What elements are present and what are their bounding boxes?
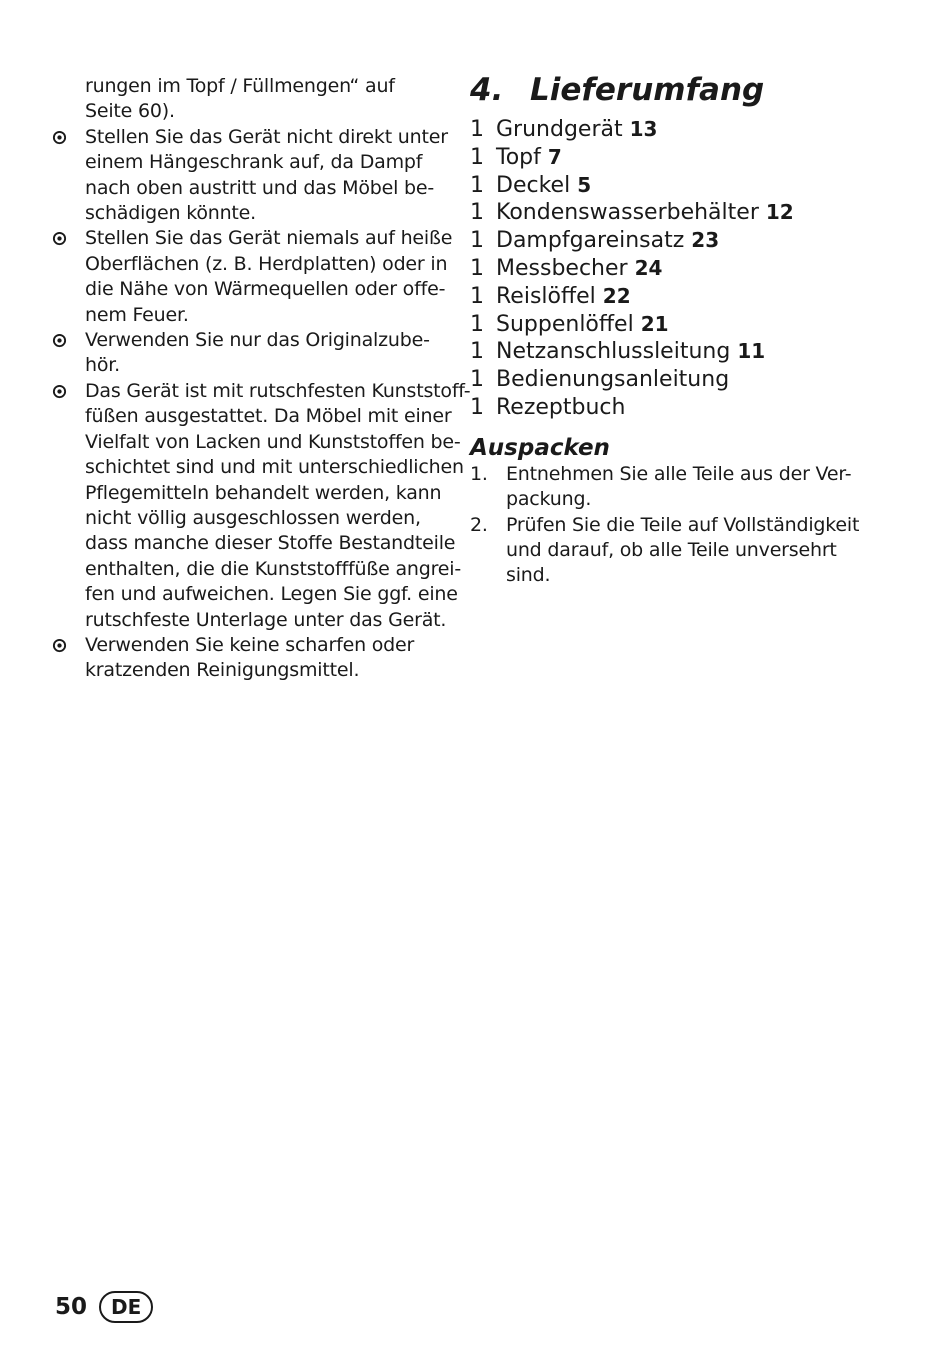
item-reference: 12 <box>765 200 794 225</box>
left-column <box>52 74 471 684</box>
continued-text <box>52 74 447 125</box>
item-name: Kondenswasserbehälter <box>496 200 759 226</box>
list-item <box>470 199 870 227</box>
bullet-target-icon <box>52 638 67 653</box>
unpacking-step <box>470 462 870 513</box>
bullet-text-line: dass manche dieser Stoffe Bestandteile <box>85 532 456 555</box>
bullet-text-line: Oberflächen (z. B. Herdplatten) oder in <box>85 252 448 275</box>
item-quantity: 1 <box>470 367 484 393</box>
item-name: Reislöffel <box>496 283 596 309</box>
item-name: Deckel <box>496 172 571 198</box>
bullet-text-line: Pflegemitteln behandelt werden, kann <box>85 481 442 504</box>
item-name: Suppenlöffel <box>496 311 634 337</box>
bullet-text-line: enthalten, die die Kunststofffüße angrei- <box>85 557 462 580</box>
step-number: 1. <box>470 462 488 485</box>
list-item <box>470 311 870 339</box>
safety-bullet <box>52 633 447 684</box>
bullet-text-line: schichtet sind und mit unterschiedlichen <box>85 456 464 479</box>
safety-bullet <box>52 328 447 379</box>
item-reference: 11 <box>737 339 766 364</box>
list-item <box>470 283 870 311</box>
item-name: Topf <box>496 144 541 170</box>
bullet-text-line: kratzenden Reinigungsmittel. <box>85 659 360 682</box>
section-heading <box>470 70 870 110</box>
list-item <box>470 172 870 200</box>
item-name: Netzanschlussleitung <box>496 339 731 365</box>
bullet-text-line: füßen ausgestattet. Da Möbel mit einer <box>85 405 452 428</box>
item-reference: 21 <box>640 311 669 336</box>
continued-text-line: Seite 60). <box>85 100 175 123</box>
bullet-text-line: Verwenden Sie keine scharfen oder <box>85 633 415 656</box>
item-reference: 22 <box>602 283 631 308</box>
bullet-text-line: nicht völlig ausgeschlossen werden, <box>85 506 421 529</box>
item-quantity: 1 <box>470 200 484 226</box>
section-number: 4. <box>470 72 504 108</box>
item-quantity: 1 <box>470 255 484 281</box>
bullet-text-line: fen und aufweichen. Legen Sie ggf. eine <box>85 583 458 606</box>
right-column <box>470 70 870 589</box>
list-item <box>470 366 870 394</box>
bullet-text-line: die Nähe von Wärmequellen oder offe- <box>85 278 446 301</box>
bullet-text-line: nach oben austritt und das Möbel be- <box>85 176 435 199</box>
item-reference: 7 <box>547 144 562 169</box>
step-text-line: Entnehmen Sie alle Teile aus der Ver- <box>506 462 852 485</box>
list-item <box>470 394 870 422</box>
bullet-text-line: Stellen Sie das Gerät nicht direkt unter <box>85 125 448 148</box>
list-item <box>470 227 870 255</box>
list-item <box>470 116 870 144</box>
item-quantity: 1 <box>470 283 484 309</box>
page-number: 50 <box>55 1294 88 1320</box>
item-name: Dampfgareinsatz <box>496 228 685 254</box>
unpacking-step <box>470 513 870 589</box>
list-item <box>470 144 870 172</box>
continued-text-line: rungen im Topf / Füllmengen“ auf <box>85 75 395 97</box>
item-name: Bedienungsanleitung <box>496 367 730 393</box>
bullet-text-line: Vielfalt von Lacken und Kunststoffen be- <box>85 430 461 453</box>
bullet-target-icon <box>52 231 67 246</box>
step-text-line: Prüfen Sie die Teile auf Vollständigkeit <box>506 513 860 536</box>
bullet-target-icon <box>52 130 67 145</box>
scope-of-delivery-list <box>470 116 870 422</box>
item-reference: 24 <box>634 255 663 280</box>
step-text-line: packung. <box>506 488 592 511</box>
bullet-text-line: Das Gerät ist mit rutschfesten Kunststoff- <box>85 379 471 402</box>
bullet-text-line: Stellen Sie das Gerät niemals auf heiße <box>85 227 453 250</box>
bullet-text-line: Verwenden Sie nur das Originalzube- <box>85 329 430 352</box>
language-badge: DE <box>99 1291 153 1323</box>
bullet-text-line: einem Hängeschrank auf, da Dampf <box>85 151 423 174</box>
item-name: Messbecher <box>496 255 628 281</box>
item-name: Rezeptbuch <box>496 394 626 420</box>
bullet-target-icon <box>52 333 67 348</box>
list-item <box>470 255 870 283</box>
item-quantity: 1 <box>470 228 484 254</box>
page-footer <box>55 1291 153 1323</box>
item-quantity: 1 <box>470 339 484 365</box>
bullet-text-line: hör. <box>85 354 120 377</box>
step-number: 2. <box>470 513 488 536</box>
subheading-unpacking: Auspacken <box>470 434 610 461</box>
item-reference: 13 <box>629 117 658 141</box>
safety-bullet <box>52 226 453 328</box>
item-quantity: 1 <box>470 311 484 337</box>
section-title: Lieferumfang <box>530 72 765 108</box>
bullet-text-line: rutschfeste Unterlage unter das Gerät. <box>85 608 447 631</box>
safety-bullet <box>52 125 447 227</box>
bullet-text-line: schädigen könnte. <box>85 202 257 225</box>
item-reference: 23 <box>691 228 720 253</box>
step-text-line: und darauf, ob alle Teile unversehrt <box>506 538 837 561</box>
item-quantity: 1 <box>470 117 484 142</box>
item-name: Grundgerät <box>496 117 623 142</box>
bullet-text-line: nem Feuer. <box>85 303 189 326</box>
bullet-target-icon <box>52 384 67 399</box>
item-reference: 5 <box>577 172 592 197</box>
list-item <box>470 338 870 366</box>
item-quantity: 1 <box>470 172 484 198</box>
item-quantity: 1 <box>470 394 484 420</box>
item-quantity: 1 <box>470 144 484 170</box>
safety-bullet <box>52 379 471 633</box>
step-text-line: sind. <box>506 564 551 587</box>
